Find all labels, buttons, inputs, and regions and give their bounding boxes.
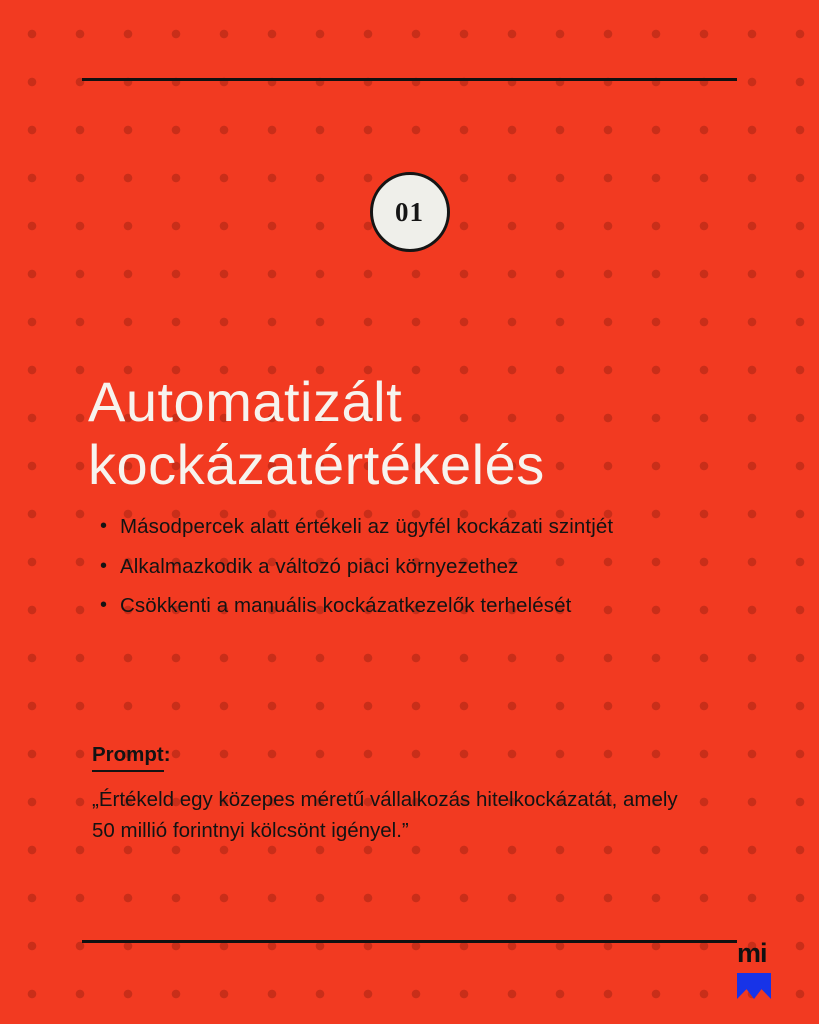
top-divider (82, 78, 737, 81)
prompt-section (92, 742, 739, 868)
logo-wordmark: mi (737, 938, 767, 968)
step-number-label: 01 (395, 196, 424, 227)
list-item: • Csökkenti a manuális kockázatkezelők terhelését (96, 591, 739, 621)
prompt-text: „Értékeld egy közepes méretű vállalkozás hitelkockázatát, amely 50 millió forintnyi kölcsönt igényel.” (92, 787, 678, 843)
brand-logo (737, 940, 783, 1002)
title-line-2: kockázatértékelés (88, 433, 545, 497)
logo-crown-icon (737, 973, 771, 999)
step-number-badge (370, 172, 450, 252)
page-title (88, 370, 749, 498)
bottom-divider (82, 940, 737, 943)
feature-bullet-list (96, 512, 739, 631)
list-item: • Másodpercek alatt értékeli az ügyfél kockázati szintjét (96, 512, 739, 542)
title-line-1: Automatizált (88, 369, 403, 433)
prompt-label: Prompt (92, 742, 164, 772)
list-item: • Alkalmazkodik a változó piaci környezethez (96, 552, 739, 582)
prompt-colon: : (163, 743, 171, 766)
